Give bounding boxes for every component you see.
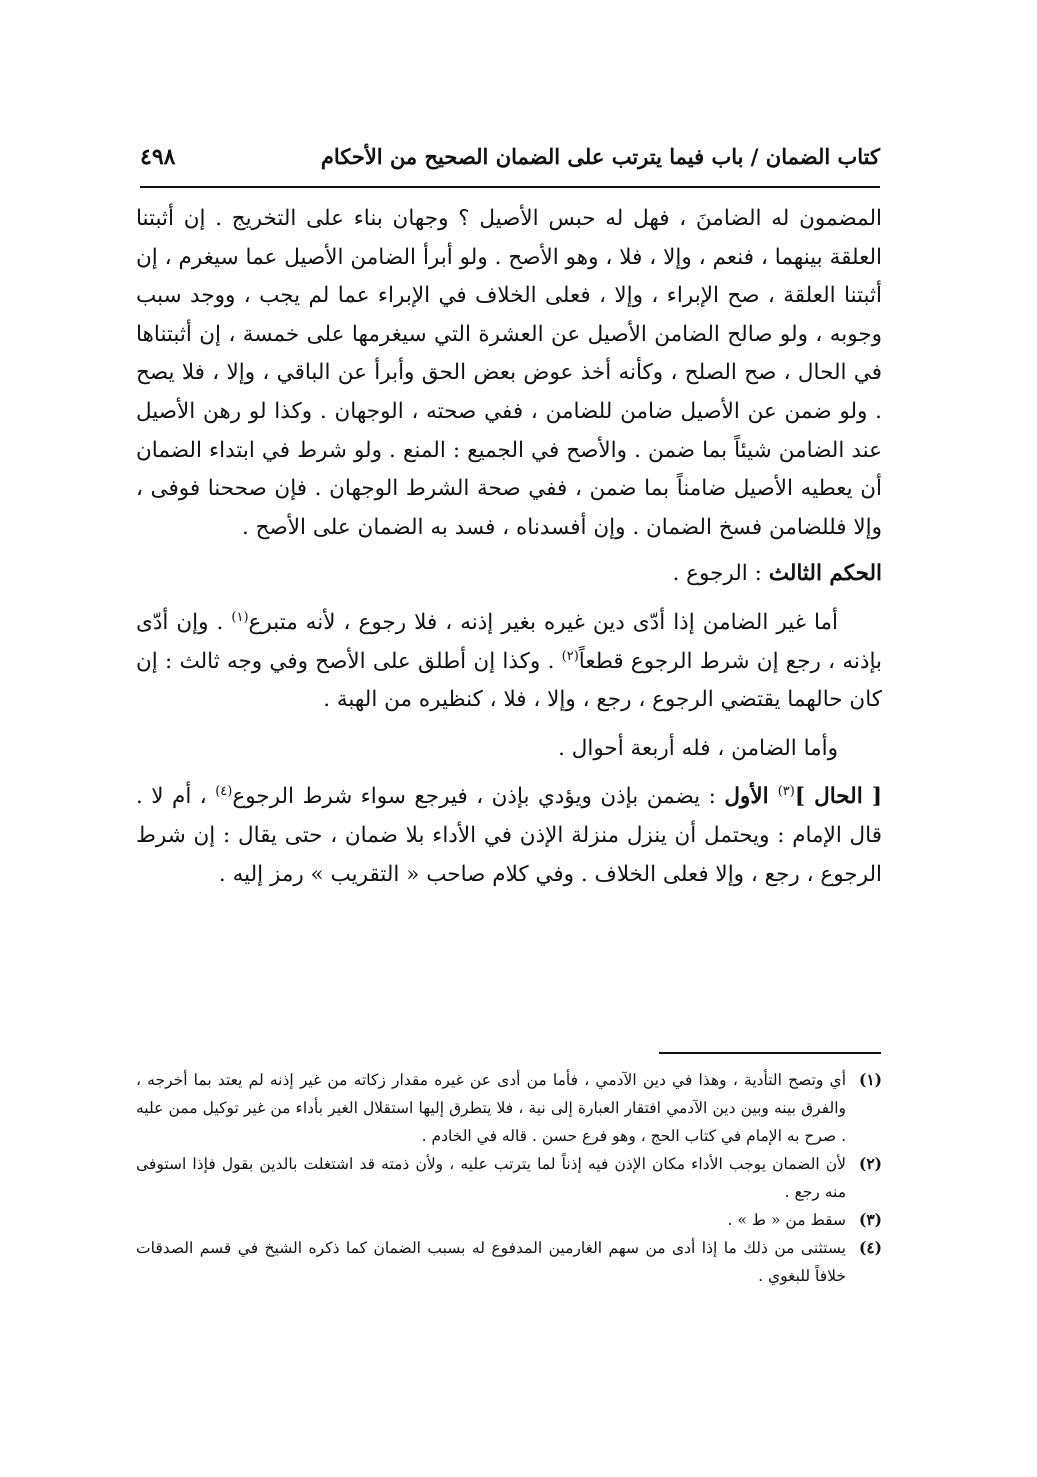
footnote-number: (٣) xyxy=(858,1210,882,1229)
footnote-ref-1: (١) xyxy=(231,609,249,625)
page-number: ٤٩٨ xyxy=(140,144,176,170)
footnote-number: (٤) xyxy=(858,1238,882,1257)
paragraph-4-part-b: ، أم لا . قال الإمام : ويحتمل أن ينزل منزلة الإذن في الأداء بلا ضمان ، حتى يقال : إن شرط الرجوع ، رجع ، وإلا فعلى الخلاف . وفي كلام صاحب « التقريب » رمز إليه . xyxy=(136,784,882,887)
case-label-first: الأول xyxy=(724,784,778,810)
footnote-3 xyxy=(136,1206,882,1234)
footnote-number: (٢) xyxy=(858,1154,882,1173)
footnote-4 xyxy=(136,1234,882,1290)
footnote-ref-3: (٣) xyxy=(777,784,795,800)
footnote-ref-4: (٤) xyxy=(215,784,233,800)
paragraph-3: وأما الضامن ، فله أربعة أحوال . xyxy=(558,735,838,761)
heading-rest: : الرجوع . xyxy=(672,561,769,587)
footnote-number: (١) xyxy=(858,1070,882,1089)
section-heading xyxy=(136,555,882,594)
paragraph-2 xyxy=(136,604,882,720)
footnotes xyxy=(136,1066,882,1290)
footnote-text: يستثنى من ذلك ما إذا أدى من سهم الغارمين المدفوع له بسبب الضمان كما ذكره الشيخ في قسم الصدقات خلافاً للبغوي . xyxy=(136,1239,846,1285)
footnote-2 xyxy=(136,1150,882,1206)
main-text xyxy=(136,200,882,894)
case-label: [ الحال ] xyxy=(794,784,882,810)
header-title: كتاب الضمان / باب فيما يترتب على الضمان الصحيح من الأحكام xyxy=(320,144,880,169)
footnote-text: أي وتصح التأدية ، وهذا في دين الآدمي ، فأما من أدى عن غيره مقدار زكاته من غير إذنه لم يعتد بما أخرجه ، والفرق بينه وبين دين الآدمي افتقار العبارة إلى نية ، فلا يتطرق إليها استقلال الغير بأداء من غير توكيل ممن عليه . صرح به الإمام في كتاب الحج ، وهو فرع حسن . قاله في الخادم . xyxy=(136,1071,846,1145)
footnote-rule xyxy=(659,1052,881,1054)
paragraph-1: المضمون له الضامنَ ، فهل له حبس الأصيل ؟ وجهان بناء على التخريج . إن أثبتنا العلقة بينهما ، فنعم ، وإلا ، فلا ، وهو الأصح . ولو أبرأ الضامن الأصيل عما سيغرم ، إن أثبتنا العلقة ، صح الإبراء ، وإلا ، فعلى الخلاف في الإبراء عما لم يجب ، ووجد سبب وجوبه ، ولو صالح الضامن الأصيل عن العشرة التي سيغرمها على خمسة ، إن أثبتناها في الحال ، صح الصلح ، وكأنه أخذ عوض بعض الحق وأبرأ عن الباقي ، وإلا ، فلا يصح . ولو ضمن عن الأصيل ضامن للضامن ، ففي صحته ، الوجهان . وكذا لو رهن الأصيل عند الضامن شيئاً بما ضمن . والأصح في الجميع : المنع . ولو شرط في ابتداء الضمان أن يعطيه الأصيل ضامناً بما ضمن ، ففي صحة الشرط الوجهان . فإن صححنا فوفى ، وإلا فللضامن فسخ الضمان . وإن أفسدناه ، فسد به الضمان على الأصح . xyxy=(136,206,882,540)
heading-label: الحكم الثالث xyxy=(768,561,882,587)
running-header xyxy=(140,140,880,184)
footnote-text: سقط من « ط » . xyxy=(727,1211,846,1229)
footnote-1 xyxy=(136,1066,882,1150)
header-rule xyxy=(140,186,880,188)
footnote-ref-2: (٢) xyxy=(561,648,579,664)
paragraph-2-part-c: . وكذا إن أطلق على الأصح وفي وجه ثالث : إن كان حالهما يقتضي الرجوع ، رجع ، وإلا ، فلا ، كنظيره من الهبة . xyxy=(136,648,882,713)
paragraph-2-part-a: أما غير الضامن إذا أدّى دين غيره بغير إذنه ، فلا رجوع ، لأنه متبرع xyxy=(248,609,838,635)
paragraph-2-part-b: . وإن أدّى بإذنه ، رجع إن شرط الرجوع قطعاً xyxy=(136,609,882,674)
paragraph-4 xyxy=(136,778,882,894)
paragraph-4-part-a: : يضمن بإذن ويؤدي بإذن ، فيرجع سواء شرط الرجوع xyxy=(232,784,725,810)
footnote-text: لأن الضمان يوجب الأداء مكان الإذن فيه إذناً لما يترتب عليه ، ولأن ذمته قد اشتغلت بالدين بقول فإذا استوفى منه رجع . xyxy=(136,1155,846,1201)
